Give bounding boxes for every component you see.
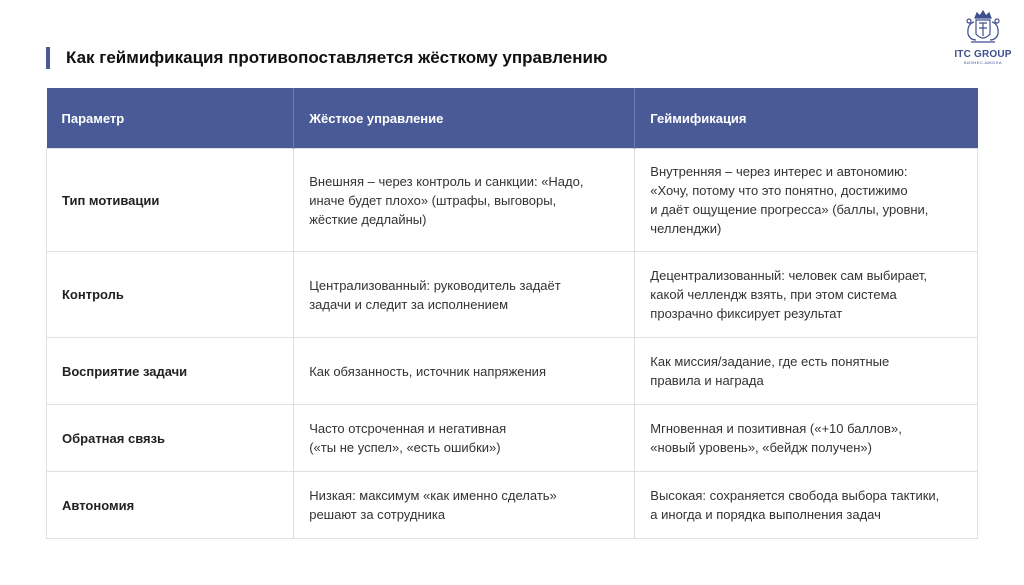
row-game-value: Высокая: сохраняется свобода выбора тактики, а иногда и порядка выполнения задач — [635, 472, 978, 539]
row-hard-value: Внешняя – через контроль и санкции: «Надо, иначе будет плохо» (штрафы, выговоры, жёсткие дедлайны) — [294, 149, 635, 252]
row-game-value: Мгновенная и позитивная («+10 баллов», «новый уровень», «бейдж получен») — [635, 405, 978, 472]
row-parameter: Тип мотивации — [47, 149, 294, 252]
title-accent-bar — [46, 47, 50, 69]
row-hard-value: Как обязанность, источник напряжения — [294, 338, 635, 405]
row-parameter: Обратная связь — [47, 405, 294, 472]
header-gamification: Геймификация — [635, 88, 978, 149]
table-row — [47, 252, 978, 338]
table-row — [47, 405, 978, 472]
table-row — [47, 338, 978, 405]
table-row — [47, 472, 978, 539]
row-hard-value: Централизованный: руководитель задаёт задачи и следит за исполнением — [294, 252, 635, 338]
row-game-value: Как миссия/задание, где есть понятные правила и награда — [635, 338, 978, 405]
table-header-row — [47, 88, 978, 149]
comparison-table — [46, 88, 978, 539]
row-hard-value: Низкая: максимум «как именно сделать» решают за сотрудника — [294, 472, 635, 539]
itc-crest-icon — [963, 10, 1003, 48]
row-parameter: Контроль — [47, 252, 294, 338]
company-logo — [948, 10, 1018, 70]
row-parameter: Автономия — [47, 472, 294, 539]
logo-name: ITC GROUP — [954, 49, 1012, 60]
header-parameter: Параметр — [47, 88, 294, 149]
row-parameter: Восприятие задачи — [47, 338, 294, 405]
row-game-value: Децентрализованный: человек сам выбирает, какой челлендж взять, при этом система прозрачно фиксирует результат — [635, 252, 978, 338]
row-game-value: Внутренняя – через интерес и автономию: «Хочу, потому что это понятно, достижимо и даёт ощущение прогресса» (баллы, уровни, челленджи) — [635, 149, 978, 252]
table-row — [47, 149, 978, 252]
page-title: Как геймификация противопоставляется жёсткому управлению — [66, 48, 608, 67]
header-hard-management: Жёсткое управление — [294, 88, 635, 149]
row-hard-value: Часто отсроченная и негативная («ты не успел», «есть ошибки») — [294, 405, 635, 472]
logo-subtitle: БИЗНЕС-ШКОЛА — [963, 60, 1002, 65]
